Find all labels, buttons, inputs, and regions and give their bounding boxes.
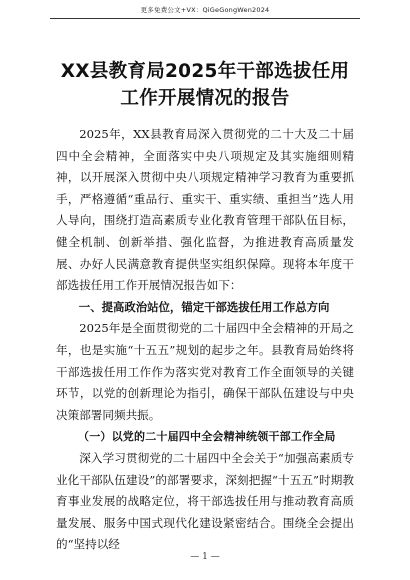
subsection-paragraph-1: 深入学习贯彻党的二十届四中全会关于“加强高素质专业化干部队伍建设”的部署要求，深刻把握“十五五”时期教育事业发展的战略定位，将干部选拔任用与推动教育高质量发展、服务中国式现代化建设紧密结合。围绕全会提出的“坚持以经 xyxy=(56,450,354,552)
subsection-heading-1: （一）以党的二十届四中全会精神统领干部工作全局 xyxy=(78,430,336,444)
header-divider xyxy=(50,18,360,19)
section-paragraph-1: 2025年是全面贯彻党的二十届四中全会精神的开局之年，也是实施“十五五”规划的起步之年。县教育局始终将干部选拔任用工作作为落实党对教育工作全面领导的关键环节，以党的创新理论为指引，确保干部队伍建设与中央决策部署同频共振。 xyxy=(56,321,354,422)
intro-paragraph: 2025年，XX县教育局深入贯彻党的二十大及二十届四中全会精神，全面落实中央八项规定及其实施细则精神，以开展深入贯彻中央八项规定精神学习教育为重要抓手，严格遵循“重品行、重实干、重实绩、重担当”选人用人导向，围绕打造高素质专业化教育管理干部队伍目标，健全机制、创新举措、强化监督，为推进教育高质量发展、办好人民满意教育提供坚实组织保障。现将本年度干部选拔任用工作开展情况报告如下： xyxy=(56,127,354,293)
header-note: 更多免费公文+VX：QiGeGongWen2024 xyxy=(140,6,270,14)
document-title: XX县教育局2025年干部选拔任用工作开展情况的报告 xyxy=(60,61,350,109)
page-number: — 1 — xyxy=(190,552,220,562)
section-heading-1: 一、提高政治站位，锚定干部选拔任用工作总方向 xyxy=(78,299,330,314)
document-body xyxy=(56,124,354,556)
